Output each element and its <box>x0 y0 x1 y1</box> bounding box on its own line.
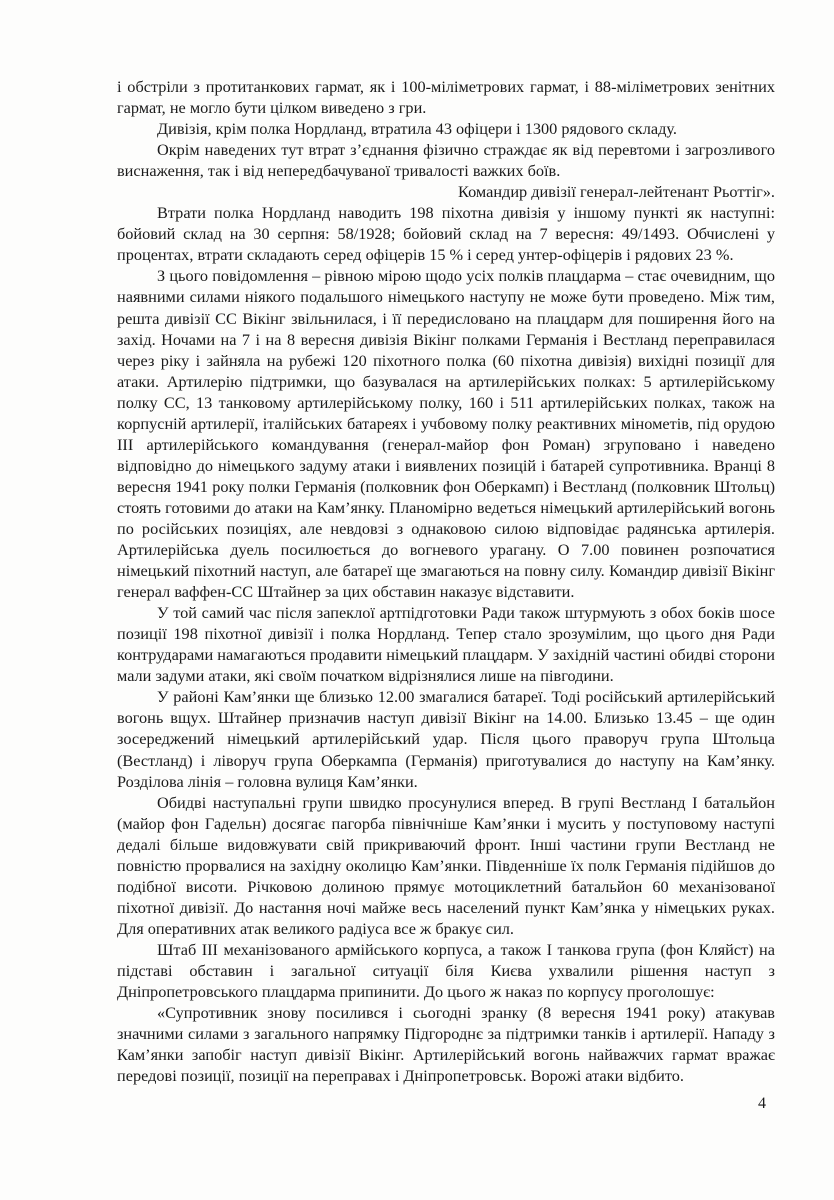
paragraph-signature: Командир дивізії генерал-лейтенант Рьоттіг». <box>458 182 775 202</box>
paragraph-continuation: і обстріли з протитанкових гармат, як і 100-міліметрових гармат, і 88-міліметрових зенітних гармат, не могло бути цілком виведено з гри. <box>117 77 775 118</box>
paragraph-corps-decision: Штаб III механізованого армійського корпуса, а також І танкова група (фон Кляйст) на підставі обставин і загальної ситуації біля Києва ухвалили рішення наступ з Дніпропетровського плацдарма припинити. До цього ж наказ по корпусу проголошує: <box>117 939 775 1002</box>
page-number: 4 <box>758 1095 766 1112</box>
paragraph-counterattacks: У той самий час після запеклої артпідготовки Ради також штурмують з обох боків шосе позиції 198 піхотної дивізії і полка Нордланд. Тепер стало зрозумілим, що цього дня Ради контрударами намагаються продавити німецький плацдарм. У західній частині обидві сторони мали задуми атаки, які своїм початком відрізнялися лише на півгодини. <box>117 603 775 686</box>
paragraph-exhaustion: Окрім наведених тут втрат з’єднання фізично страждає як від перевтоми і загрозливого виснаження, так і від непередбачуваної тривалості важких боїв. <box>117 140 775 181</box>
paragraph-corps-order: «Супротивник знову посилився і сьогодні зранку (8 вересня 1941 року) атакував значними силами з загального напрямку Підгороднє за підтримки танків і артилерії. Нападу з Кам’янки запобіг наступ дивізії Вікінг. Артилерійський вогонь найважчих гармат вражає передові позиції, позиції на переправах і Дніпропетровськ. Ворожі атаки відбито. <box>117 1003 775 1086</box>
paragraph-kamianka-fire: У районі Кам’янки ще близько 12.00 змагалися батареї. Тоді російський артилерійський вогонь вщух. Штайнер призначив наступ дивізії Вікінг на 14.00. Близько 13.45 – ще один зосереджений німецький артилерійський удар. Після цього праворуч група Штольца (Вестланд) і ліворуч група Оберкампа (Германія) приготувалися до наступу на Кам’янку. Розділова лінія – головна вулиця Кам’янки. <box>117 687 775 791</box>
paragraph-advance: Обидві наступальні групи швидко просунулися вперед. В групі Вестланд І батальйон (майор фон Гадельн) досягає пагорба північніше Кам’янки і мусить у поступовому наступі дедалі більше видовжувати свій прикриваючий фронт. Інші частини групи Вестланд не повністю прорвалися на західну околицю Кам’янки. Південніше їх полк Германія підійшов до подібної висоти. Річковою долиною прямує мотоциклетний батальйон 60 механізованої піхотної дивізії. До настання ночі майже весь населений пункт Кам’янка у німецьких руках. Для оперативних атак великого радіуса все ж бракує сил. <box>117 792 775 938</box>
paragraph-division-losses: Дивізія, крім полка Нордланд, втратила 43 офіцери і 1300 рядового складу. <box>157 119 677 139</box>
body-text <box>117 76 775 1086</box>
paragraph-viking-attack: З цього повідомлення – рівною мірою щодо усіх полків плацдарма – стає очевидним, що наявними силами ніякого подальшого німецького наступу не може бути проведено. Між тим, решта дивізії СС Вікінг звільнилася, і її передисловано на плацдарм для поширення його на захід. Ночами на 7 і на 8 вересня дивізія Вікінг полками Германія і Вестланд переправилася через ріку і зайняла на рубежі 120 піхотного полка (60 піхотна дивізія) вихідні позиції для атаки. Артилерію підтримки, що базувалася на артилерійських полках: 5 артилерійському полку СС, 13 танковому артилерійському полку, 160 і 511 артилерійських полках, також на корпусній артилерії, італійських батареях і учбовому полку реактивних мінометів, під орудою III артилерійського командування (генерал-майор фон Роман) згруповано і наведено відповідно до німецького задуму атаки і виявлених позицій і батарей супротивника. Вранці 8 вересня 1941 року полки Германія (полковник фон Оберкамп) і Вестланд (полковник Штольц) стоять готовими до атаки на Кам’янку. Планомірно ведеться німецький артилерійський вогонь по російських позиціях, але невдовзі з однаковою силою відповідає радянська артилерія. Артилерійська дуель посилюється до вогневого урагану. О 7.00 повинен розпочатися німецький піхотний наступ, але батареї ще змагаються на повну силу. Командир дивізії Вікінг генерал ваффен-СС Штайнер за цих обставин наказує відставити. <box>117 266 775 602</box>
paragraph-nordland-losses: Втрати полка Нордланд наводить 198 піхотна дивізія у іншому пункті як наступні: бойовий склад на 30 серпня: 58/1928; бойовий склад на 7 вересня: 49/1493. Обчислені у процентах, втрати складають серед офіцерів 15 % і серед унтер-офіцерів і рядових 23 %. <box>117 203 775 265</box>
